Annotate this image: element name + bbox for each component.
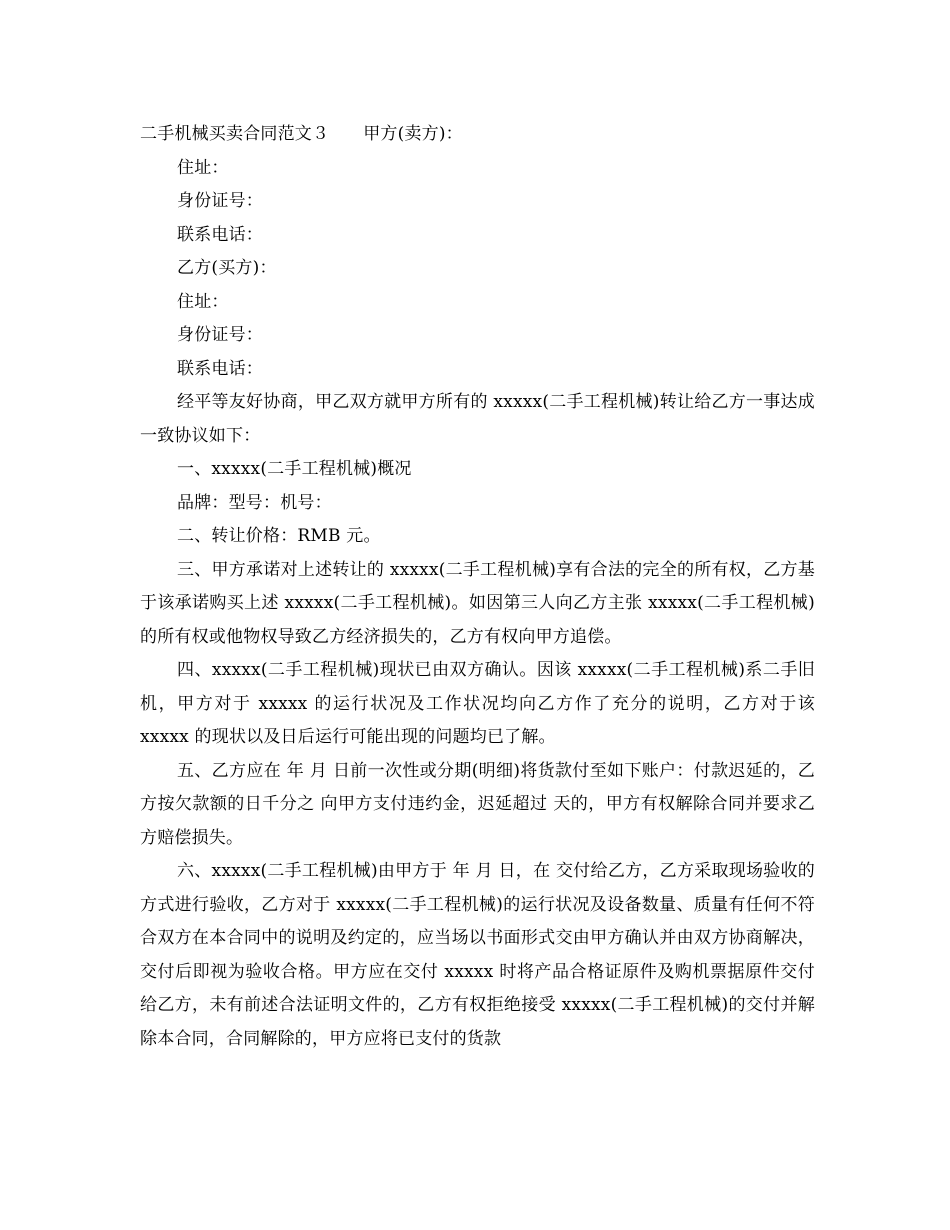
clause-4: 四、xxxxx(二手工程机械)现状已由双方确认。因该 xxxxx(二手工程机械)系二手旧机，甲方对于 xxxxx 的运行状况及工作状况均向乙方作了充分的说明，乙方对于该 xxxxx 的现状以及日后运行可能出现的问题均已了解。	[140, 660, 815, 747]
clause-5: 五、乙方应在 年 月 日前一次性或分期(明细)将货款付至如下账户：付款迟延的，乙方按欠款额的日千分之 向甲方支付违约金，迟延超过 天的，甲方有权解除合同并要求乙方赔偿损失。	[140, 760, 815, 848]
party-b-label: 乙方(买方)：	[177, 258, 277, 278]
title-line	[140, 118, 815, 152]
party-b-phone: 联系电话：	[177, 358, 263, 379]
clause-3: 三、甲方承诺对上述转让的 xxxxx(二手工程机械)享有合法的完全的所有权，乙方基于该承诺购买上述 xxxxx(二手工程机械)。如因第三人向乙方主张 xxxxx(二手工程机械)的所有权或他物权导致乙方经济损失的，乙方有权向甲方追偿。	[140, 559, 815, 647]
party-b-id-number: 身份证号：	[177, 325, 263, 345]
clause-1-heading: 一、xxxxx(二手工程机械)概况	[177, 459, 412, 479]
party-a-phone: 联系电话：	[177, 224, 263, 245]
clause-6: 六、xxxxx(二手工程机械)由甲方于 年 月 日，在 交付给乙方，乙方采取现场验收的方式进行验收，乙方对于 xxxxx(二手工程机械)的运行状况及设备数量、质量有任何不符合双方在本合同中的说明及约定的，应当场以书面形式交由甲方确认并由双方协商解决，交付后即视为验收合格。甲方应在交付 xxxxx 时将产品合格证原件及购机票据原件交付给乙方，未有前述合法证明文件的，乙方有权拒绝接受 xxxxx(二手工程机械)的交付并解除本合同，合同解除的，甲方应将已支付的货款	[140, 861, 815, 1049]
party-a-id-number: 身份证号：	[177, 191, 263, 211]
party-b-address: 住址：	[177, 291, 229, 312]
contract-document	[140, 118, 815, 1056]
party-a-address: 住址：	[177, 157, 229, 178]
clause-1-detail: 品牌：型号：机号：	[177, 492, 332, 513]
clause-2: 二、转让价格：RMB 元。	[177, 526, 381, 546]
intro-paragraph: 经平等友好协商，甲乙双方就甲方所有的 xxxxx(二手工程机械)转让给乙方一事达成一致协议如下：	[140, 392, 815, 446]
party-a-label: 甲方(卖方)：	[363, 124, 463, 144]
document-title: 二手机械买卖合同范文３	[140, 124, 330, 144]
